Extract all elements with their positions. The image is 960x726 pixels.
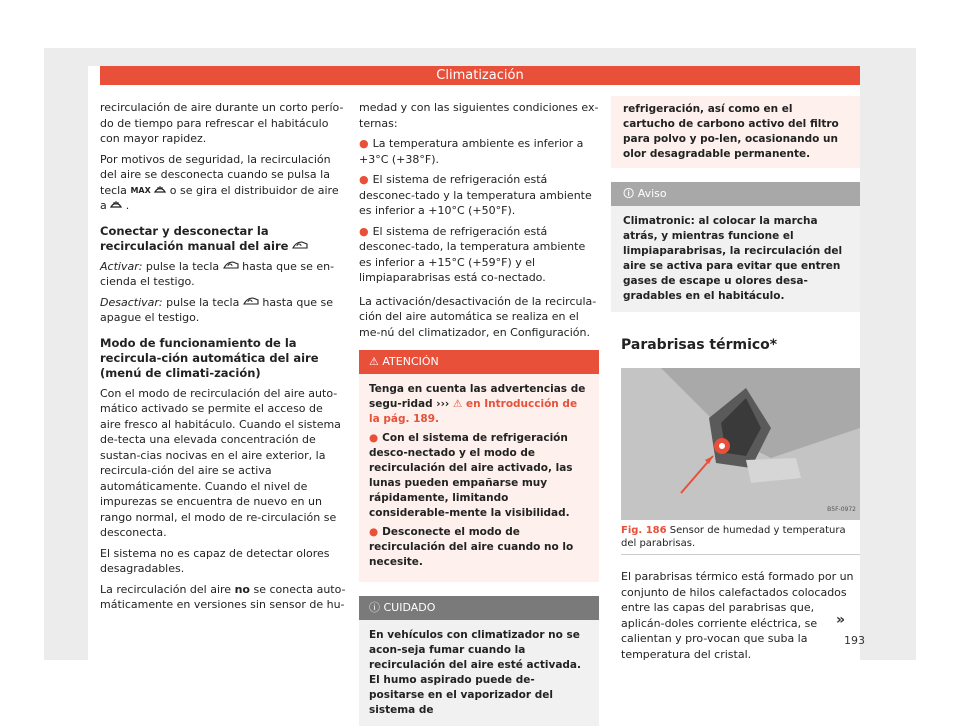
windshield-sensor-illustration (621, 368, 860, 520)
paragraph (100, 259, 346, 290)
windscreen-icon (154, 184, 170, 197)
caution-title-text: CUIDADO (383, 601, 436, 614)
bullet-icon: ● (369, 526, 379, 538)
info-icon: 🛈 (623, 187, 635, 200)
warning-title-text: ATENCIÓN (382, 355, 439, 368)
paragraph-text: pulse la tecla (145, 259, 220, 273)
paragraph-text: pulse la tecla (166, 295, 240, 309)
paragraph-text: hasta que se apague el testigo. (100, 295, 334, 325)
paragraph: El parabrisas térmico está formado por un conjunto de hilos calefactados colocados entre las capas del parabrisas que, aplicán-doles corriente eléctrica, se calientan y pro-vocan que suba la temperatura del cristal. (621, 570, 854, 661)
bullet-item (359, 224, 599, 286)
bullet-icon: ● (359, 173, 369, 186)
warning-title (359, 350, 599, 374)
paragraph: La activación/desactivación de la recircula-ción del aire automática se realiza en el me-nú del climatizador, en Configuración. (359, 294, 597, 339)
warning-bullet (369, 525, 589, 570)
section-title: Parabrisas térmico* (621, 337, 778, 353)
note-body: Climatronic: al colocar la marcha atrás, y mientras funcione el limpiaparabrisas, la recirculación del aire se activa para evitar que entren gases de escape u olores desa-gradables en el habitáculo. (611, 206, 860, 312)
figure-image (621, 368, 860, 520)
caution-continuation: refrigeración, así como en el cartucho de carbono activo del filtro para polvo y po-len, ocasionando un olor desagradable permanente. (611, 96, 860, 168)
figure-caption (621, 524, 860, 555)
paragraph-text: Por motivos de seguridad, la recirculación del aire se desconecta cuando se pulsa la tecla (100, 152, 331, 197)
warning-triangle-icon: ⚠ (369, 355, 379, 368)
paragraph: Con el modo de recirculación del aire auto-mático activado se permite el acceso de aire fresco al habitáculo. Cuando el sistema de-tecta una elevada concentración de sustan-cias nocivas en el aire exterior, la recircula-ción del aire se activa automáticamente. Cuando el nivel de impurezas se encuentra de nuevo en un rango normal, el modo de re-circulación se desconecta. (100, 386, 341, 540)
bullet-icon: ● (369, 432, 379, 444)
max-defrost-icon: MAX (130, 185, 151, 195)
warning-bullet (369, 431, 589, 521)
figure-label: Fig. 186 (621, 525, 667, 536)
warning-body (359, 374, 599, 582)
page-number: 193 (844, 634, 865, 647)
bullet-icon: ● (359, 224, 369, 238)
activate-label: Activar: (100, 259, 143, 273)
figure-caption-text: Sensor de humedad y temperatura del parabrisas. (621, 525, 846, 549)
warning-box (359, 350, 599, 582)
caution-body: En vehículos con climatizador no se acon-seja fumar cuando la recirculación del aire esté activada. El humo aspirado puede de-positarse en el vaporizador del sistema de (359, 620, 599, 726)
caution-circle-icon: ⓘ (369, 601, 380, 614)
deactivate-label: Desactivar: (100, 295, 163, 309)
bullet-text: El sistema de refrigeración está desconec-tado, la temperatura ambiente es inferior a +15°C (+59°F) y el limpiaparabrisas está co-nectado. (359, 224, 586, 284)
continue-marker: » (836, 612, 846, 628)
column-3 (611, 96, 860, 662)
warning-triangle-icon: ⚠ (452, 398, 463, 410)
bullet-item (359, 136, 599, 167)
page-reference-link[interactable]: en Introducción de la pág. 189. (369, 398, 578, 425)
chevron-link-icon: ››› (436, 398, 450, 410)
note-title (611, 182, 860, 206)
recirculation-icon (243, 296, 259, 309)
bullet-icon: ● (359, 137, 369, 150)
paragraph: medad y con las siguientes condiciones ex-ternas: (359, 101, 599, 130)
subheading (100, 224, 346, 254)
subheading-text: Conectar y desconectar la recirculación manual del aire (100, 223, 289, 253)
warning-text: Con el sistema de refrigeración desco-nectado y el modo de recirculación del aire activado, las lunas pueden empañarse muy rápidamente, limitando considerable-mente la visibilidad. (369, 432, 573, 519)
caution-title (359, 596, 599, 620)
windscreen-icon (110, 199, 126, 212)
bullet-item (359, 172, 599, 219)
paragraph: recirculación de aire durante un corto perío-do de tiempo para refrescar el habitáculo con mayor rapidez. (100, 101, 344, 145)
paragraph: El sistema no es capaz de detectar olores desagradables. (100, 546, 330, 576)
warning-paragraph (369, 382, 589, 427)
paragraph-text: o se gira el distribuidor de aire a (100, 183, 339, 213)
subheading: Modo de funcionamiento de la recircula-ción automática del aire (menú de climati-zación) (100, 335, 319, 380)
warning-text: Tenga en cuenta las advertencias de segu-ridad (369, 383, 586, 410)
warning-text: Desconecte el modo de recirculación del aire cuando no lo necesite. (369, 526, 574, 568)
bullet-text: El sistema de refrigeración está desconec-tado y la temperatura ambiente es inferior a +10°C (+50°F). (359, 173, 592, 217)
paragraph-text: La recirculación del aire (100, 582, 232, 596)
recirculation-icon (223, 260, 239, 273)
note-title-text: Aviso (637, 187, 667, 200)
column-2 (359, 100, 599, 726)
paragraph: Por motivos de seguridad, la recirculación del aire se desconecta cuando se pulsa la tecla MAX o se gira el distribuidor de aire a . (100, 152, 339, 213)
paragraph (100, 582, 346, 613)
bullet-text: La temperatura ambiente es inferior a +3°C (+38°F). (359, 137, 584, 166)
paragraph (100, 295, 346, 326)
paragraph-text: se conecta auto-máticamente en versiones sin sensor de hu- (100, 582, 346, 612)
emphasis: no (234, 582, 250, 596)
recirculation-icon (292, 239, 308, 253)
figure-code: B5F-0972 (827, 505, 856, 513)
chapter-header: Climatización (100, 66, 860, 85)
paragraph-text: hasta que se en-cienda el testigo. (100, 259, 335, 289)
column-1 (100, 100, 346, 618)
